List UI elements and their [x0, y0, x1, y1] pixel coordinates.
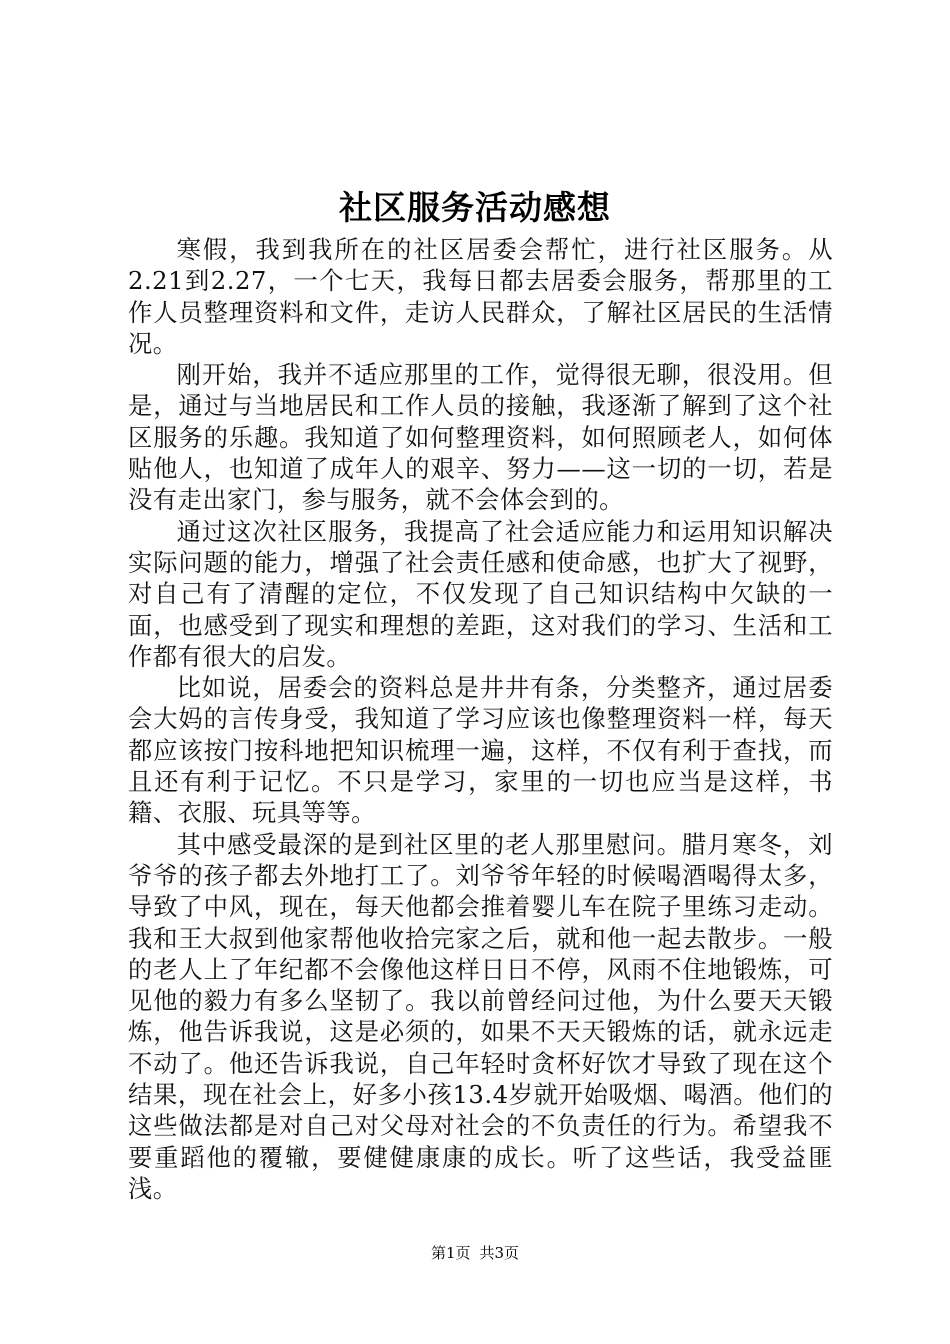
paragraph: 其中感受最深的是到社区里的老人那里慰问。腊月寒冬，刘爷爷的孩子都去外地打工了。刘爷爷年轻的时候喝酒喝得太多，导致了中风，现在，每天他都会推着婴儿车在院子里练习走动。我和王大叔到他家帮他收拾完家之后，就和他一起去散步。一般的老人上了年纪都不会像他这样日日不停，风雨不住地锻炼，可见他的毅力有多么坚韧了。我以前曾经问过他，为什么要天天锻炼，他告诉我说，这是必须的，如果不天天锻炼的话，就永远走不动了。他还告诉我说，自己年轻时贪杯好饮才导致了现在这个结果，现在社会上，好多小孩13.4岁就开始吸烟、喝酒。他们的这些做法都是对自己对父母对社会的不负责任的行为。希望我不要重蹈他的覆辙，要健健康康的成长。听了这些话，我受益匪浅。 — [128, 829, 833, 1203]
paragraph: 通过这次社区服务，我提高了社会适应能力和运用知识解决实际问题的能力，增强了社会责任感和使命感，也扩大了视野，对自己有了清醒的定位，不仅发现了自己知识结构中欠缺的一面，也感受到了现实和理想的差距，这对我们的学习、生活和工作都有很大的启发。 — [128, 516, 833, 671]
page-footer — [0, 1243, 950, 1263]
paragraph: 比如说，居委会的资料总是井井有条，分类整齐，通过居委会大妈的言传身受，我知道了学习应该也像整理资料一样，每天都应该按门按科地把知识梳理一遍，这样，不仅有利于查找，而且还有利于记忆。不只是学习，家里的一切也应当是这样，书籍、衣服、玩具等等。 — [128, 673, 833, 828]
document-body — [128, 234, 833, 1204]
paragraph: 刚开始，我并不适应那里的工作，觉得很无聊，很没用。但是，通过与当地居民和工作人员的接触，我逐渐了解到了这个社区服务的乐趣。我知道了如何整理资料，如何照顾老人，如何体贴他人，也知道了成年人的艰辛、努力——这一切的一切，若是没有走出家门，参与服务，就不会体会到的。 — [128, 360, 833, 515]
page-number: 第1页 — [430, 1244, 471, 1262]
page-total: 共3页 — [479, 1244, 520, 1262]
document-title: 社区服务活动感想 — [339, 188, 611, 227]
paragraph: 寒假，我到我所在的社区居委会帮忙，进行社区服务。从2.21到2.27，一个七天，我每日都去居委会服务，帮那里的工作人员整理资料和文件，走访人民群众，了解社区居民的生活情况。 — [128, 235, 833, 358]
